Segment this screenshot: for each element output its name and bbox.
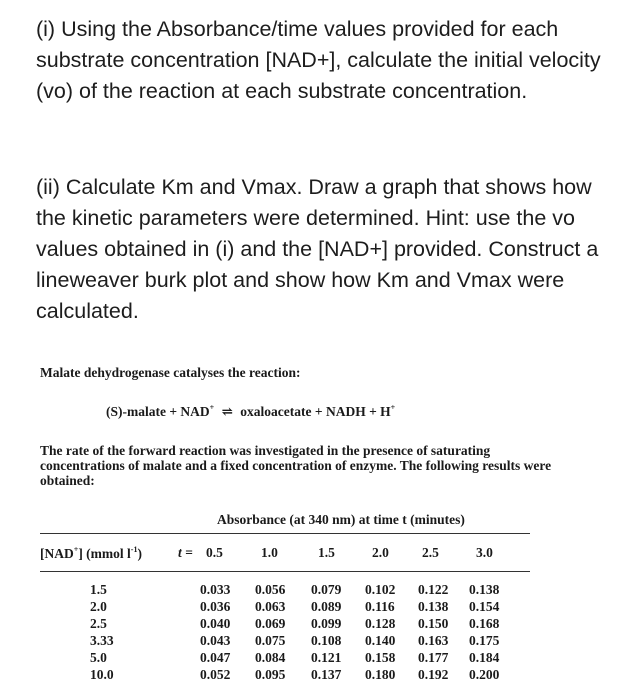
table-cell: 0.063 bbox=[255, 599, 286, 614]
time-header: 1.5 bbox=[318, 545, 335, 560]
table-cell: 0.163 bbox=[418, 633, 449, 648]
time-header: 2.0 bbox=[372, 545, 389, 560]
table-cell: 0.116 bbox=[365, 599, 395, 614]
table-cell: 0.043 bbox=[200, 633, 231, 648]
nad-value: 1.5 bbox=[90, 582, 107, 597]
table-cell: 0.089 bbox=[311, 599, 342, 614]
nad-value: 2.0 bbox=[90, 599, 107, 614]
table-cell: 0.192 bbox=[418, 667, 449, 682]
table-cell: 0.175 bbox=[469, 633, 500, 648]
reaction-left: (S)-malate + NAD bbox=[106, 404, 210, 419]
table-cell: 0.180 bbox=[365, 667, 396, 682]
table-cell: 0.138 bbox=[418, 599, 449, 614]
table-cell: 0.137 bbox=[311, 667, 342, 682]
nad-header-unit: ] (mmol l bbox=[78, 546, 131, 561]
table-cell: 0.033 bbox=[200, 582, 231, 597]
reaction-sup-h: + bbox=[390, 403, 396, 412]
nad-header-unit-sup: -1 bbox=[130, 545, 138, 554]
table-cell: 0.102 bbox=[365, 582, 396, 597]
time-label: t = bbox=[178, 545, 193, 560]
table-cell: 0.200 bbox=[469, 667, 500, 682]
nad-header-sup: + bbox=[73, 545, 79, 554]
table-cell: 0.154 bbox=[469, 599, 500, 614]
nad-value: 3.33 bbox=[90, 633, 114, 648]
table-cell: 0.052 bbox=[200, 667, 231, 682]
table-cell: 0.168 bbox=[469, 616, 500, 631]
table-cell: 0.036 bbox=[200, 599, 231, 614]
nad-value: 5.0 bbox=[90, 650, 107, 665]
absorbance-header: Absorbance (at 340 nm) at time t (minutes) bbox=[217, 512, 465, 527]
nad-value: 2.5 bbox=[90, 616, 107, 631]
question-two: (ii) Calculate Km and Vmax. Draw a graph that shows how the kinetic parameters were determined. Hint: use the vo values obtained in (i) and the [NAD+] provided. Construct a lineweaver burk plot and show how Km and Vmax were calculated. bbox=[36, 175, 599, 323]
table-cell: 0.128 bbox=[365, 616, 396, 631]
table-rule-middle bbox=[40, 571, 530, 572]
time-header: 2.5 bbox=[422, 545, 439, 560]
time-header: 3.0 bbox=[476, 545, 493, 560]
nad-header-close: ) bbox=[137, 546, 142, 561]
table-cell: 0.108 bbox=[311, 633, 342, 648]
table-cell: 0.056 bbox=[255, 582, 286, 597]
question-one: (i) Using the Absorbance/time values provided for each substrate concentration [NAD+], calculate the initial velocity (vo) of the reaction at each substrate concentration. bbox=[36, 17, 601, 103]
table-cell: 0.084 bbox=[255, 650, 286, 665]
table-cell: 0.069 bbox=[255, 616, 286, 631]
nad-value: 10.0 bbox=[90, 667, 114, 682]
table-cell: 0.158 bbox=[365, 650, 396, 665]
table-cell: 0.138 bbox=[469, 582, 500, 597]
intro-text: Malate dehydrogenase catalyses the reaction: bbox=[40, 365, 301, 380]
table-cell: 0.047 bbox=[200, 650, 231, 665]
table-cell: 0.140 bbox=[365, 633, 396, 648]
time-header: 1.0 bbox=[261, 545, 278, 560]
reaction-right: oxaloacetate + NADH + H bbox=[240, 404, 391, 419]
time-header: 0.5 bbox=[206, 545, 223, 560]
table-cell: 0.177 bbox=[418, 650, 449, 665]
reaction-equation bbox=[106, 403, 395, 420]
table-cell: 0.095 bbox=[255, 667, 286, 682]
table-cell: 0.040 bbox=[200, 616, 231, 631]
table-cell: 0.075 bbox=[255, 633, 286, 648]
table-cell: 0.150 bbox=[418, 616, 449, 631]
table-cell: 0.099 bbox=[311, 616, 342, 631]
table-cell: 0.121 bbox=[311, 650, 342, 665]
description-text: The rate of the forward reaction was investigated in the presence of saturating concentrations of malate and a fixed concentration of enzyme. The following results were obtained: bbox=[40, 443, 552, 488]
table-cell: 0.079 bbox=[311, 582, 342, 597]
table-cell: 0.184 bbox=[469, 650, 500, 665]
nad-header-main: [NAD bbox=[40, 546, 74, 561]
nad-column-header bbox=[40, 545, 142, 562]
table-cell: 0.122 bbox=[418, 582, 449, 597]
reaction-sup-nad: + bbox=[209, 403, 215, 412]
equilibrium-arrow-icon: ⇌ bbox=[221, 404, 233, 419]
table-rule-top bbox=[40, 533, 530, 534]
